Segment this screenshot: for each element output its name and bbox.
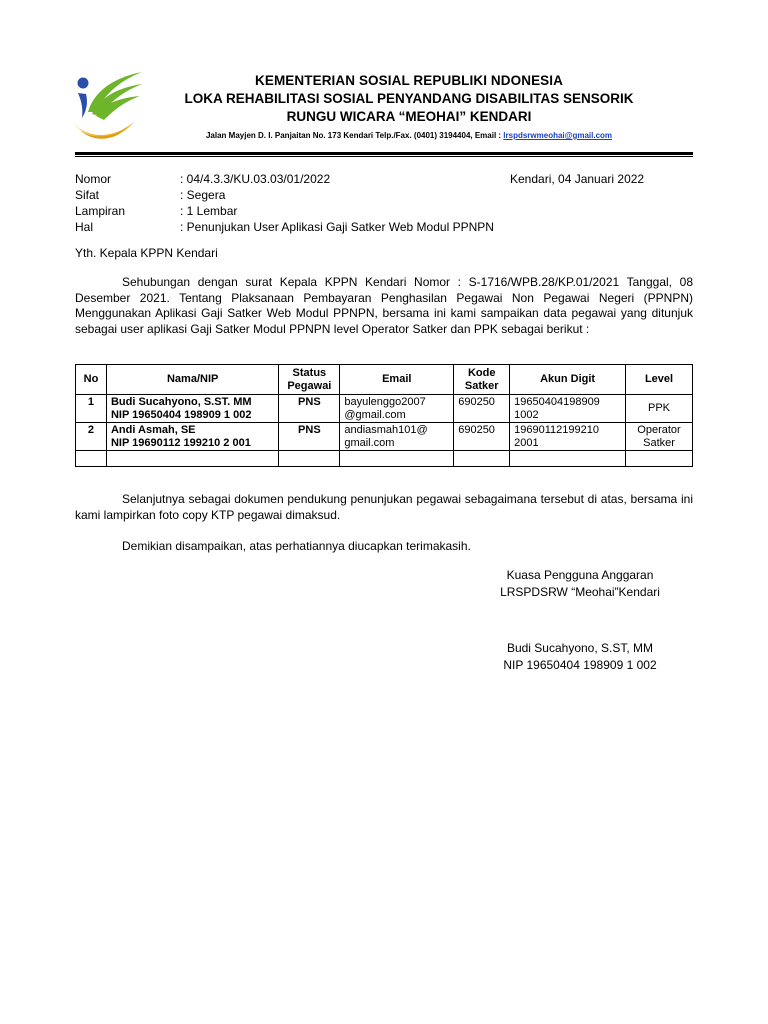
- col-header-email: Email: [340, 365, 454, 395]
- cell-nama-nip: NIP 19690112 199210 2 001: [110, 436, 251, 449]
- meta-nomor: [75, 171, 494, 187]
- header-rule-thick: [75, 152, 693, 155]
- user-table: [75, 364, 693, 467]
- meta-value: : Penunjukan User Aplikasi Gaji Satker Web Modul PPNPN: [180, 220, 494, 234]
- letter-meta: [75, 171, 494, 235]
- col-header-no: No: [76, 365, 107, 395]
- col-header-status-line1: Status: [292, 367, 327, 379]
- table-header-row: [76, 365, 693, 395]
- ministry-name: KEMENTERIAN SOSIAL REPUBLIKI NDONESIA: [255, 73, 563, 88]
- cell-status: PNS: [279, 423, 340, 451]
- cell-no: 1: [76, 395, 107, 423]
- ministry-logo-icon: [70, 66, 146, 144]
- col-header-kode: [454, 365, 510, 395]
- cell-akun: [510, 423, 626, 451]
- meta-value: : 04/4.3.3/KU.03.03/01/2022: [180, 172, 331, 186]
- col-header-status-line2: Pegawai: [287, 379, 332, 392]
- institution-subname: RUNGU WICARA “MEOHAI” KENDARI: [286, 109, 532, 124]
- letter-date: Kendari, 04 Januari 2022: [510, 172, 645, 186]
- signature-title: Kuasa Pengguna Anggaran: [506, 568, 654, 582]
- cell-empty: [76, 451, 107, 467]
- signatory-nip: NIP 19650404 198909 1 002: [503, 658, 657, 672]
- cell-empty: [106, 451, 278, 467]
- cell-nama-nip: NIP 19650404 198909 1 002: [110, 408, 252, 421]
- col-header-status: [279, 365, 340, 395]
- cell-level-line2: Satker: [643, 436, 675, 449]
- cell-email-line2: gmail.com: [344, 436, 395, 449]
- meta-label: Nomor: [75, 172, 112, 186]
- cell-nama-name: Budi Sucahyono, S.ST. MM: [110, 396, 252, 408]
- signatory-name: Budi Sucahyono, S.ST, MM: [506, 641, 654, 655]
- cell-kode: 690250: [454, 395, 510, 423]
- cell-akun: [510, 395, 626, 423]
- cell-level-line1: PPK: [648, 402, 671, 415]
- meta-lampiran: [75, 203, 494, 219]
- cell-email-line2: @gmail.com: [344, 408, 406, 421]
- cell-kode: 690250: [454, 423, 510, 451]
- institution-address: [160, 130, 658, 142]
- meta-label: Lampiran: [75, 204, 126, 218]
- meta-value: : 1 Lembar: [180, 204, 238, 218]
- cell-status: PNS: [279, 395, 340, 423]
- meta-label: Hal: [75, 220, 94, 234]
- body-paragraph-1: Sehubungan dengan surat Kepala KPPN Kendari Nomor : S-1716/WPB.28/KP.01/2021 Tanggal, 08 Desember 2021. Tentang Plaksanaan Pembayaran Penghasilan Pegawai Non Pegawai Negeri (PPNPN) Menggunakan Aplikasi Gaji Satker Web Modul PPNPN, bersama ini kami sampaikan data pegawai yang ditunjuk sebagai user aplikasi Gaji Satker Modul PPNPN level Operator Satker dan PPK sebagai berikut :: [75, 275, 693, 336]
- col-header-kode-line2: Satker: [464, 379, 499, 392]
- cell-level: [626, 423, 693, 451]
- cell-email-line1: bayulenggo2007: [344, 396, 426, 408]
- col-header-akun: Akun Digit: [510, 365, 626, 395]
- signatory: [460, 640, 700, 674]
- signature-block: [460, 567, 700, 601]
- meta-label: Sifat: [75, 188, 100, 202]
- col-header-nama: Nama/NIP: [106, 365, 278, 395]
- cell-akun-line1: 19650404198909: [514, 396, 600, 408]
- cell-empty: [510, 451, 626, 467]
- meta-value: : Segera: [180, 188, 226, 202]
- email-link[interactable]: lrspdsrwmeohai@gmail.com: [503, 131, 613, 140]
- address-text: Jalan Mayjen D. I. Panjaitan No. 173 Kendari Telp./Fax. (0401) 3194404, Email :: [205, 131, 504, 140]
- cell-email: [340, 423, 454, 451]
- cell-empty: [340, 451, 454, 467]
- table-row: [76, 423, 693, 451]
- body-paragraph-3: Demikian disampaikan, atas perhatiannya diucapkan terimakasih.: [122, 539, 471, 553]
- body-paragraph-2: Selanjutnya sebagai dokumen pendukung penunjukan pegawai sebagaimana tersebut di atas, bersama ini kami lampirkan foto copy KTP pegawai dimaksud.: [75, 492, 693, 522]
- signature-office: LRSPDSRW “Meohai”Kendari: [500, 585, 660, 599]
- cell-empty: [454, 451, 510, 467]
- cell-no: 2: [76, 423, 107, 451]
- table-row: [76, 395, 693, 423]
- meta-sifat: [75, 187, 494, 203]
- cell-akun-line2: 1002: [514, 408, 539, 421]
- cell-akun-line1: 19690112199210: [514, 424, 599, 436]
- cell-nama: [106, 423, 278, 451]
- cell-level-line1: Operator: [637, 424, 681, 436]
- meta-hal: [75, 219, 494, 235]
- cell-akun-line2: 2001: [514, 436, 539, 449]
- cell-level: [626, 395, 693, 423]
- header-rule-thin: [75, 156, 693, 157]
- col-header-kode-line1: Kode: [467, 367, 496, 379]
- cell-empty: [626, 451, 693, 467]
- cell-email-line1: andiasmah101@: [344, 424, 428, 436]
- letterhead: [160, 72, 658, 142]
- cell-nama: [106, 395, 278, 423]
- institution-name: LOKA REHABILITASI SOSIAL PENYANDANG DISABILITAS SENSORIK: [184, 91, 634, 106]
- col-header-level: Level: [626, 365, 693, 395]
- cell-empty: [279, 451, 340, 467]
- cell-nama-name: Andi Asmah, SE: [110, 424, 196, 436]
- cell-email: [340, 395, 454, 423]
- recipient: Yth. Kepala KPPN Kendari: [75, 246, 218, 260]
- table-row-empty: [76, 451, 693, 467]
